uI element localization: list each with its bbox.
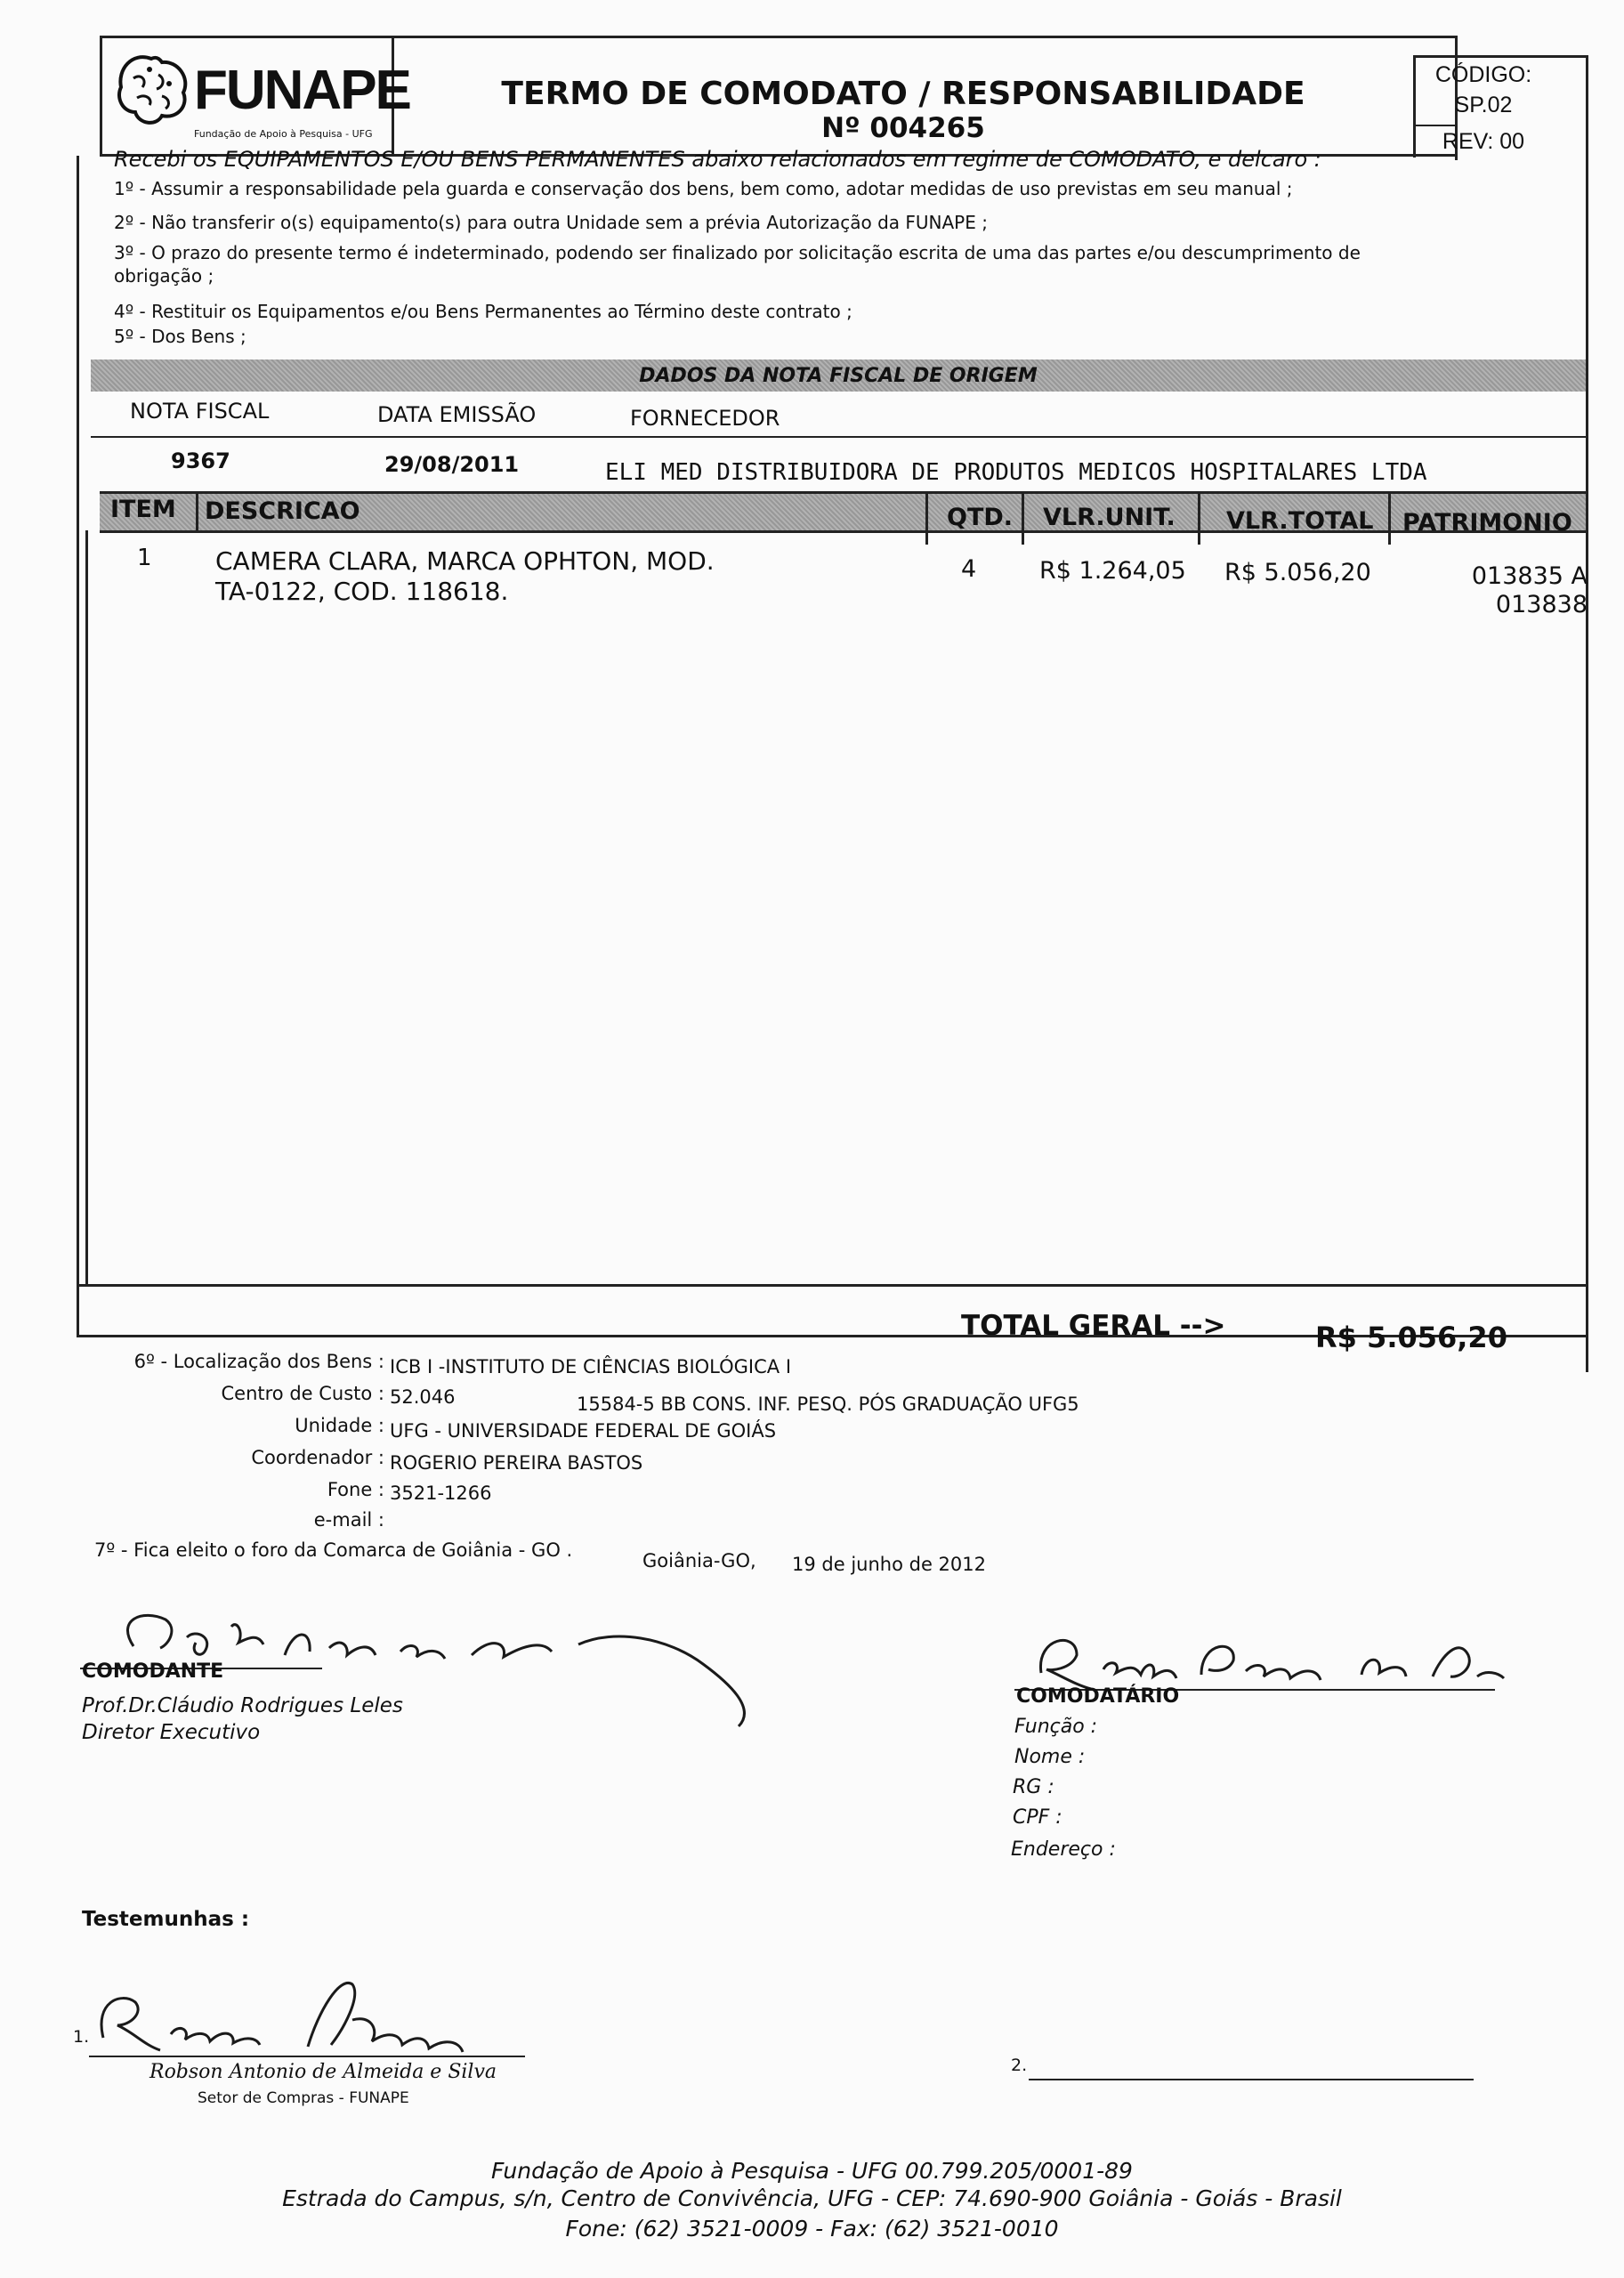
foro-text: 7º - Fica eleito o foro da Comarca de Goiânia - GO .: [94, 1539, 573, 1561]
footer-line-1: Fundação de Apoio à Pesquisa - UFG 00.799.205/0001-89: [491, 2158, 1133, 2184]
row-patrimonio-line1: 013835 A: [1471, 562, 1588, 590]
clause-3: 3º - O prazo do presente termo é indeterminado, podendo ser finalizado por solicitação escrita de uma das partes e/ou descumprimento de: [114, 242, 1361, 263]
total-geral-value: R$ 5.056,20: [1315, 1321, 1507, 1354]
fornecedor-value: ELI MED DISTRIBUIDORA DE PRODUTOS MEDICOS HOSPITALARES LTDA: [605, 459, 1427, 486]
email-label: e-mail :: [313, 1509, 384, 1531]
document-number: Nº 004265: [821, 112, 985, 144]
comodatario-nome: Nome :: [1014, 1746, 1086, 1768]
row-vlr-total: R$ 5.056,20: [1224, 559, 1371, 586]
witness-1-name: Robson Antonio de Almeida e Silva: [149, 2061, 497, 2083]
code-rev-divider: [1413, 125, 1456, 126]
col-item-header: ITEM: [110, 496, 176, 523]
unidade-value: UFG - UNIVERSIDADE FEDERAL DE GOIÁS: [390, 1420, 777, 1442]
unidade-label: Unidade :: [295, 1415, 384, 1436]
code-divider: [1413, 55, 1416, 158]
comodatario-label: COMODATÁRIO: [1016, 1685, 1180, 1708]
data-emissao-value: 29/08/2011: [384, 452, 520, 477]
row-item: 1: [137, 545, 152, 571]
centro-custo-label: Centro de Custo :: [221, 1383, 384, 1404]
clause-1: 1º - Assumir a responsabilidade pela guarda e conservação dos bens, bem como, adotar medidas de uso previstas em seu manual ;: [114, 178, 1293, 199]
comodante-role: Diretor Executivo: [82, 1721, 261, 1744]
witness-1-signature-line: [89, 2056, 525, 2057]
items-table-bottom: [77, 1284, 1588, 1287]
centro-custo-value: 52.046: [390, 1386, 456, 1408]
comodatario-cpf: CPF :: [1013, 1806, 1062, 1829]
witness-1-signature: [85, 1967, 530, 2064]
header-top-border: [100, 36, 1457, 38]
witness-2-signature-line: [1029, 2079, 1474, 2080]
codigo-label: CÓDIGO:: [1434, 62, 1532, 87]
code-top-border: [1413, 55, 1588, 58]
col-vlr-unit-header: VLR.UNIT.: [1043, 504, 1176, 531]
comodatario-funcao: Função :: [1014, 1716, 1098, 1738]
comodatario-rg: RG :: [1013, 1776, 1054, 1798]
row-description-line1: CAMERA CLARA, MARCA OPHTON, MOD.: [215, 546, 715, 576]
row-patrimonio-line2: 013838: [1495, 591, 1588, 618]
comodante-label: COMODANTE: [82, 1660, 224, 1683]
header-left-border: [100, 36, 102, 156]
footer-line-3: Fone: (62) 3521-0009 - Fax: (62) 3521-0010: [565, 2216, 1059, 2242]
clause-2: 2º - Não transferir o(s) equipamento(s) para outra Unidade sem a prévia Autorização da FUNAPE ;: [114, 212, 988, 233]
intro-text: Recebi os EQUIPAMENTOS E/OU BENS PERMANENTES abaixo relacionados em regime de COMODATO, e delcaro :: [114, 147, 1321, 172]
clause-4: 4º - Restituir os Equipamentos e/ou Bens Permanentes ao Término deste contrato ;: [114, 301, 852, 322]
footer-line-2: Estrada do Campus, s/n, Centro de Convivência, UFG - CEP: 74.690-900 Goiânia - Goiás - Brasil: [282, 2185, 1342, 2211]
witness-1-number: 1.: [73, 2027, 90, 2047]
nota-fiscal-value: 9367: [171, 448, 230, 473]
fornecedor-label: FORNECEDOR: [630, 406, 780, 431]
brain-logo-icon: [107, 43, 196, 141]
localizacao-label: 6º - Localização dos Bens :: [133, 1351, 384, 1372]
clause-3-cont: obrigação ;: [114, 265, 214, 287]
coordenador-label: Coordenador :: [251, 1447, 384, 1468]
testemunhas-label: Testemunhas :: [82, 1908, 250, 1931]
col-descricao-header: DESCRICAO: [205, 497, 360, 525]
comodante-name: Prof.Dr.Cláudio Rodrigues Leles: [82, 1694, 403, 1717]
rev-value: REV: 00: [1442, 129, 1525, 154]
comodatario-endereco: Endereço :: [1011, 1838, 1116, 1861]
main-left-border: [77, 156, 79, 1335]
witness-2-number: 2.: [1011, 2056, 1028, 2075]
foro-date: 19 de junho de 2012: [792, 1554, 986, 1575]
codigo-value: SP.02: [1454, 93, 1513, 117]
funape-logo: [107, 43, 410, 149]
witness-1-dept: Setor de Compras - FUNAPE: [198, 2089, 409, 2107]
nota-fiscal-divider: [91, 436, 1586, 438]
logo-tagline: Fundação de Apoio à Pesquisa - UFG: [194, 128, 373, 140]
nota-fiscal-section-title: DADOS DA NOTA FISCAL DE ORIGEM: [639, 365, 1038, 387]
coordenador-value: ROGERIO PEREIRA BASTOS: [390, 1452, 643, 1474]
fone-value: 3521-1266: [390, 1482, 492, 1504]
document-title: TERMO DE COMODATO / RESPONSABILIDADE: [501, 76, 1305, 112]
main-right-border: [1586, 55, 1588, 1372]
centro-custo-extra: 15584-5 BB CONS. INF. PESQ. PÓS GRADUAÇÃO UFG5: [577, 1393, 1079, 1415]
col-patrimonio-header: PATRIMONIO: [1402, 509, 1572, 537]
fone-label: Fone :: [327, 1479, 384, 1500]
total-geral-label: TOTAL GERAL -->: [961, 1310, 1226, 1342]
row-vlr-unit: R$ 1.264,05: [1039, 557, 1186, 585]
row-description-line2: TA-0122, COD. 118618.: [215, 577, 509, 606]
logo-name: FUNAPE: [194, 60, 410, 121]
clause-5: 5º - Dos Bens ;: [114, 326, 246, 347]
data-emissao-label: DATA EMISSÃO: [377, 402, 537, 427]
col-qtd-header: QTD.: [947, 504, 1014, 531]
nota-fiscal-label: NOTA FISCAL: [130, 399, 270, 424]
foro-place: Goiânia-GO,: [642, 1550, 756, 1571]
col-vlr-total-header: VLR.TOTAL: [1226, 507, 1374, 535]
row-qtd: 4: [961, 555, 977, 583]
localizacao-value: ICB I -INSTITUTO DE CIÊNCIAS BIOLÓGICA I: [390, 1356, 792, 1377]
